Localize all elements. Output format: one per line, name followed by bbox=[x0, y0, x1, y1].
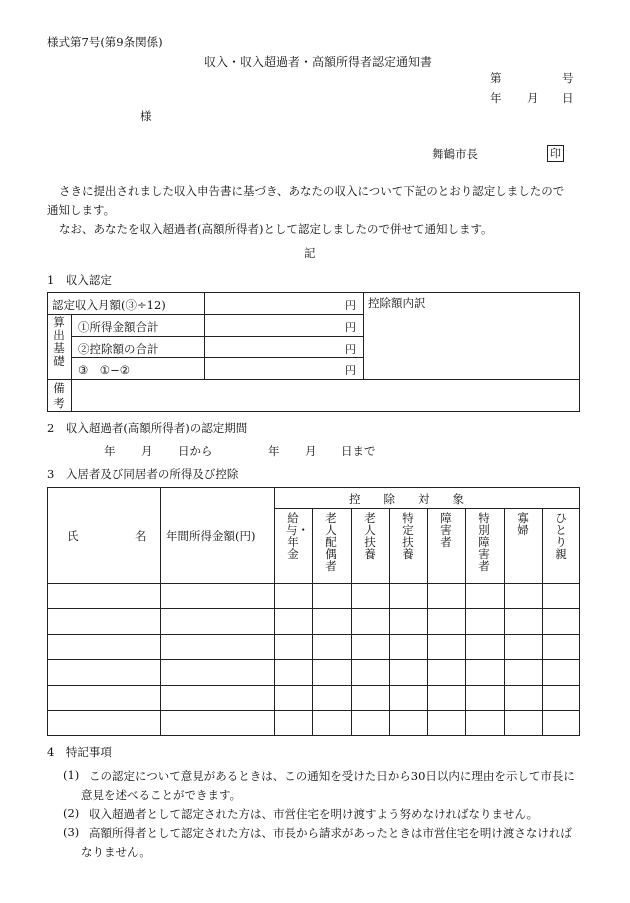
ki-mark: 記 bbox=[304, 246, 316, 260]
name-col-char2: 名 bbox=[135, 529, 147, 543]
date-month: 月 bbox=[527, 91, 539, 105]
number-suffix: 号 bbox=[562, 71, 574, 85]
date-day: 日 bbox=[562, 91, 574, 105]
deduction-col-header: 老人配偶者 bbox=[325, 511, 337, 573]
remarks-label: 備考 bbox=[53, 381, 65, 410]
yen-unit: 円 bbox=[345, 321, 356, 334]
deduction-col-header: 障害者 bbox=[440, 511, 452, 549]
note1-number: (1) bbox=[63, 768, 80, 782]
net-income-label: ③ ①−② bbox=[78, 363, 131, 377]
deduction-total-label: ②控除額の合計 bbox=[78, 342, 159, 356]
yen-unit: 円 bbox=[345, 364, 356, 377]
section2-heading: 2 収入超過者(高額所得者)の認定期間 bbox=[47, 421, 248, 435]
deduction-header: 控 除 対 象 bbox=[349, 492, 464, 506]
deduction-col-header: 給与・年金 bbox=[286, 511, 309, 561]
note3-line2: なりません。 bbox=[81, 845, 151, 859]
period-start-day: 日から bbox=[178, 444, 213, 458]
income-total-label: ①所得金額合計 bbox=[78, 320, 159, 334]
note3-line1: 高額所得者として認定された方は、市長から請求があったときは市営住宅を明け渡さなければ bbox=[89, 826, 572, 840]
section1-heading: 1 収入認定 bbox=[47, 273, 112, 287]
period-end-month: 月 bbox=[305, 444, 317, 458]
note2-number: (2) bbox=[63, 806, 80, 820]
deduction-col-header: 特別障害者 bbox=[478, 511, 490, 573]
date-year: 年 bbox=[490, 91, 502, 105]
paragraph1-line1: さきに提出されました収入申告書に基づき、あなたの収入について下記のとおり認定しましたので bbox=[59, 184, 565, 198]
paragraph2: なお、あなたを収入超過者(高額所得者)として認定しましたので併せて通知します。 bbox=[59, 222, 493, 236]
paragraph1-line2: 通知します。 bbox=[47, 203, 116, 217]
section3-heading: 3 入居者及び同居者の所得及び控除 bbox=[47, 467, 239, 481]
deduction-col-header: 特定扶養 bbox=[402, 511, 414, 561]
note1-line2: 意見を述べることができます。 bbox=[81, 788, 242, 802]
issuer-name: 舞鶴市長 bbox=[432, 147, 478, 161]
calc-basis-label: 算出基礎 bbox=[53, 315, 65, 368]
deduction-col-header: 寡婦 bbox=[517, 511, 529, 537]
period-end-year: 年 bbox=[268, 444, 280, 458]
monthly-income-label: 認定収入月額(③÷12) bbox=[52, 298, 166, 312]
period-start-month: 月 bbox=[141, 444, 153, 458]
number-prefix: 第 bbox=[490, 71, 502, 85]
section4-heading: 4 特記事項 bbox=[47, 745, 112, 759]
form-number: 様式第7号(第9条関係) bbox=[47, 35, 163, 49]
name-col-char1: 氏 bbox=[67, 529, 79, 543]
period-end-day: 日まで bbox=[341, 444, 376, 458]
deduction-breakdown-label: 控除額内訳 bbox=[368, 296, 426, 310]
yen-unit: 円 bbox=[345, 343, 356, 356]
note1-line1: この認定について意見があるときは、この通知を受けた日から30日以内に理由を示して市長に bbox=[89, 769, 575, 783]
deduction-col-header: ひとり親 bbox=[555, 511, 567, 561]
document-title: 収入・収入超過者・高額所得者認定通知書 bbox=[204, 55, 433, 69]
deduction-col-header: 老人扶養 bbox=[364, 511, 376, 561]
addressee-suffix: 様 bbox=[140, 109, 152, 123]
annual-income-col: 年間所得金額(円) bbox=[166, 529, 256, 543]
note3-number: (3) bbox=[63, 825, 80, 839]
seal-mark: 印 bbox=[547, 145, 564, 162]
household-table bbox=[47, 487, 580, 736]
period-start-year: 年 bbox=[104, 444, 116, 458]
note2-text: 収入超過者として認定された方は、市営住宅を明け渡すよう努めなければなりません。 bbox=[89, 807, 539, 821]
yen-unit: 円 bbox=[345, 299, 356, 312]
